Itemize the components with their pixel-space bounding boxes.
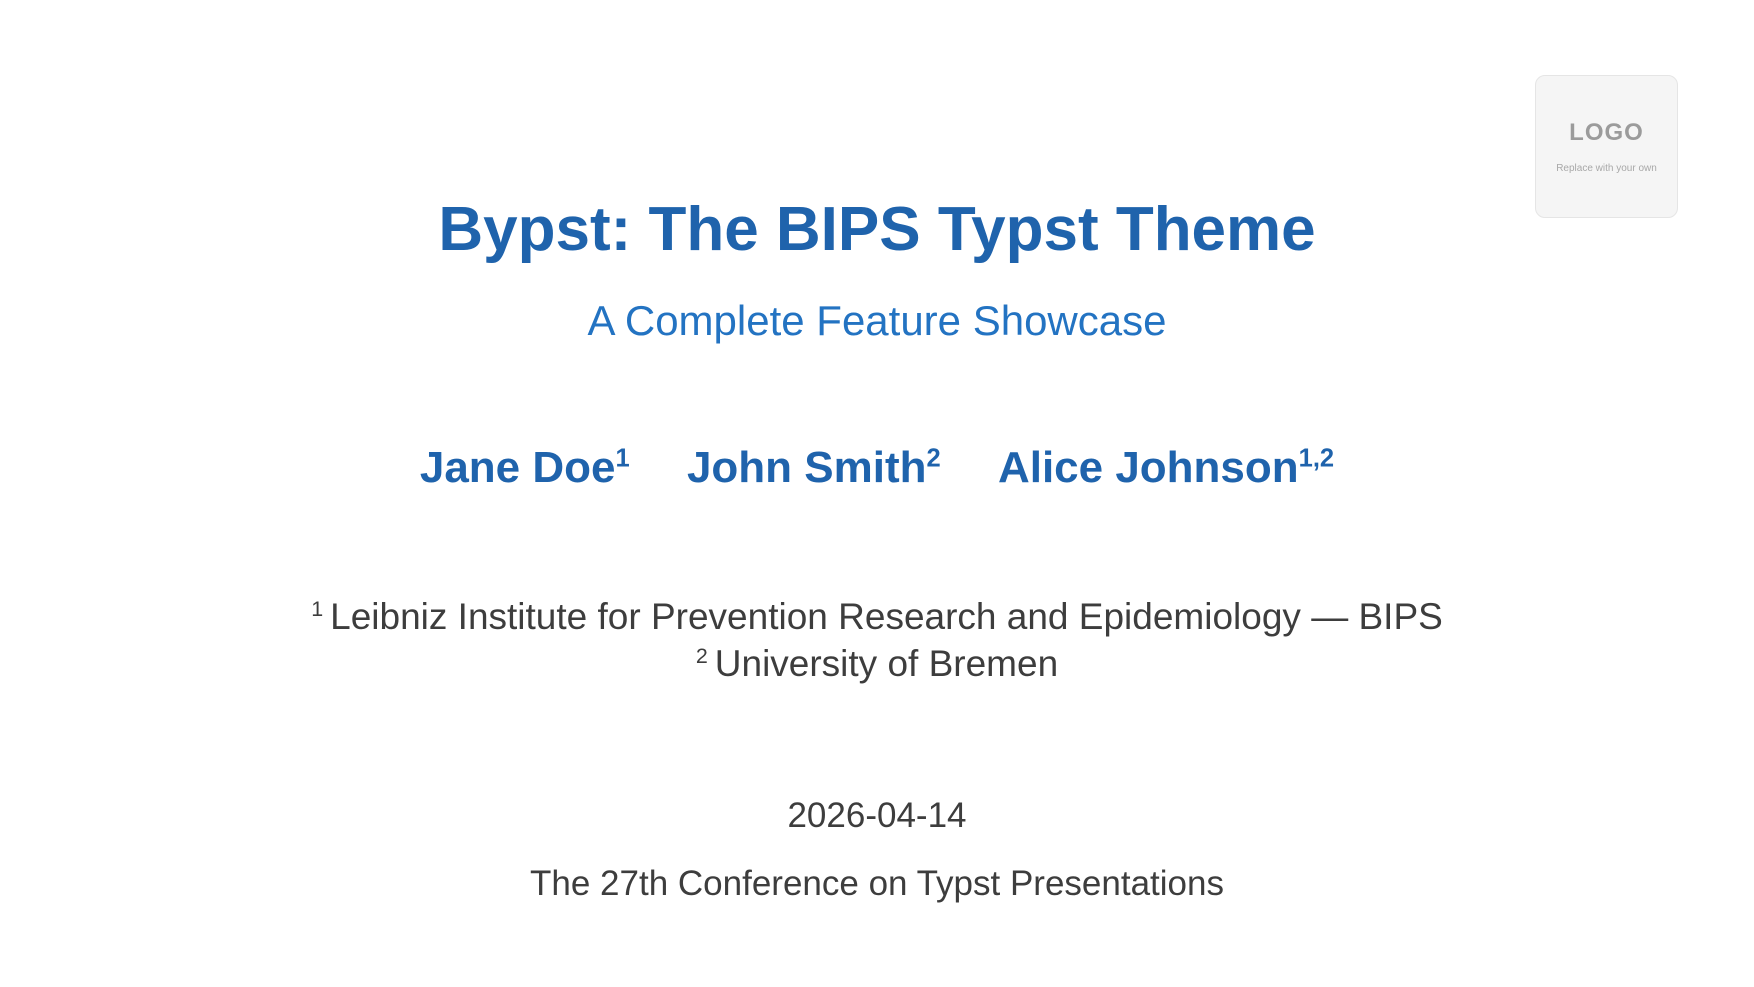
- authors-line: [0, 444, 1754, 492]
- affiliation-text: University of Bremen: [714, 643, 1059, 684]
- author-affiliation-marker: 1: [615, 444, 630, 473]
- author-name: Alice Johnson: [997, 443, 1299, 492]
- affiliation-marker: 1: [311, 596, 324, 621]
- author-name: John Smith: [686, 443, 927, 492]
- affiliation-line: [0, 593, 1754, 640]
- author-name: Jane Doe: [419, 443, 616, 492]
- logo-label: LOGO: [1569, 119, 1644, 146]
- author-affiliation-marker: 2: [926, 444, 941, 473]
- affiliation-marker: 2: [695, 643, 708, 668]
- conference-name: The 27th Conference on Typst Presentations: [530, 864, 1224, 903]
- slide-subtitle: A Complete Feature Showcase: [587, 297, 1167, 344]
- author-affiliation-marker: 1,2: [1298, 444, 1335, 473]
- affiliation-line: [0, 640, 1754, 687]
- affiliation-text: Leibniz Institute for Prevention Research and Epidemiology — BIPS: [330, 596, 1443, 637]
- slide-date: 2026-04-14: [787, 796, 967, 835]
- author: [420, 444, 630, 492]
- logo-caption: Replace with your own: [1556, 163, 1657, 174]
- author: [998, 444, 1334, 492]
- slide-title: Bypst: The BIPS Typst Theme: [438, 195, 1316, 264]
- author: [687, 444, 941, 492]
- affiliations-block: [0, 593, 1754, 687]
